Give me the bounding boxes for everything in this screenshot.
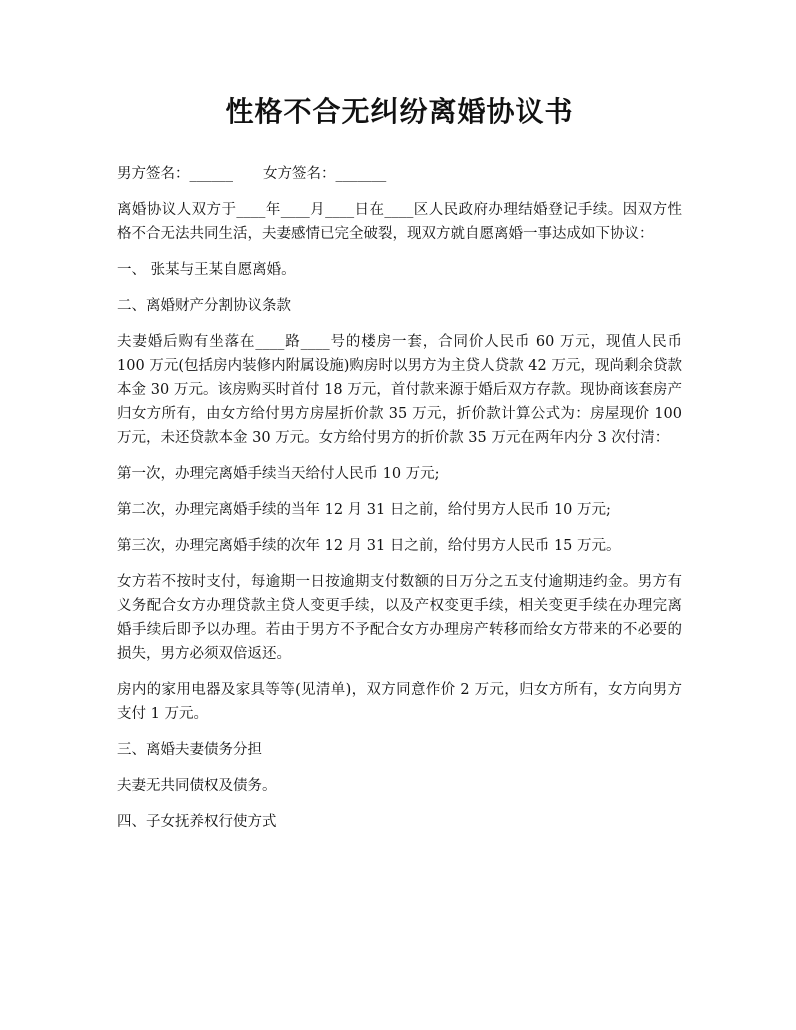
- property-paragraph: 夫妻婚后购有坐落在____路____号的楼房一套，合同价人民币 60 万元，现值人民币 100 万元(包括房内装修内附属设施)购房时以男方为主贷人贷款 42 万元，现尚剩余贷款本金 30 万元。该房购买时首付 18 万元，首付款来源于婚后双方存款。现协商该套房产归女方所有，由女方给付男方房屋折价款 35 万元，折价款计算公式为：房屋现价 100 万元，未还贷款本金 30 万元。女方给付男方的折价款 35 万元在两年内分 3 次付清：: [117, 334, 682, 446]
- section-heading-custody: 四、子女抚养权行使方式: [117, 814, 277, 830]
- male-signature-field: 男方签名：______: [117, 166, 233, 182]
- section-heading-property: 二、离婚财产分割协议条款: [117, 298, 291, 314]
- clause-one: 一、 张某与王某自愿离婚。: [117, 262, 296, 278]
- female-signature-field: 女方签名：_______: [263, 166, 387, 182]
- payment-first: 第一次，办理完离婚手续当天给付人民币 10 万元;: [117, 466, 440, 482]
- intro-paragraph: 离婚协议人双方于____年____月____日在____区人民政府办理结婚登记手续。因双方性格不合无法共同生活，夫妻感情已完全破裂，现双方就自愿离婚一事达成如下协议：: [117, 202, 682, 242]
- payment-third: 第三次，办理完离婚手续的次年 12 月 31 日之前，给付男方人民币 15 万元。: [117, 538, 621, 554]
- furniture-paragraph: 房内的家用电器及家具等等(见清单)，双方同意作价 2 万元，归女方所有，女方向男方支付 1 万元。: [117, 682, 682, 722]
- late-payment-paragraph: 女方若不按时支付，每逾期一日按逾期支付数额的日万分之五支付逾期违约金。男方有义务配合女方办理贷款主贷人变更手续，以及产权变更手续，相关变更手续在办理完离婚手续后即予以办理。若由于男方不予配合女方办理房产转移而给女方带来的不必要的损失，男方必须双倍返还。: [117, 574, 682, 662]
- document-title: 性格不合无纠纷离婚协议书: [225, 95, 574, 128]
- debts-paragraph: 夫妻无共同债权及债务。: [117, 778, 277, 794]
- signature-line: [117, 162, 682, 186]
- payment-second: 第二次，办理完离婚手续的当年 12 月 31 日之前，给付男方人民币 10 万元;: [117, 502, 611, 518]
- document-page: [117, 92, 682, 846]
- section-heading-debts: 三、离婚夫妻债务分担: [117, 742, 262, 758]
